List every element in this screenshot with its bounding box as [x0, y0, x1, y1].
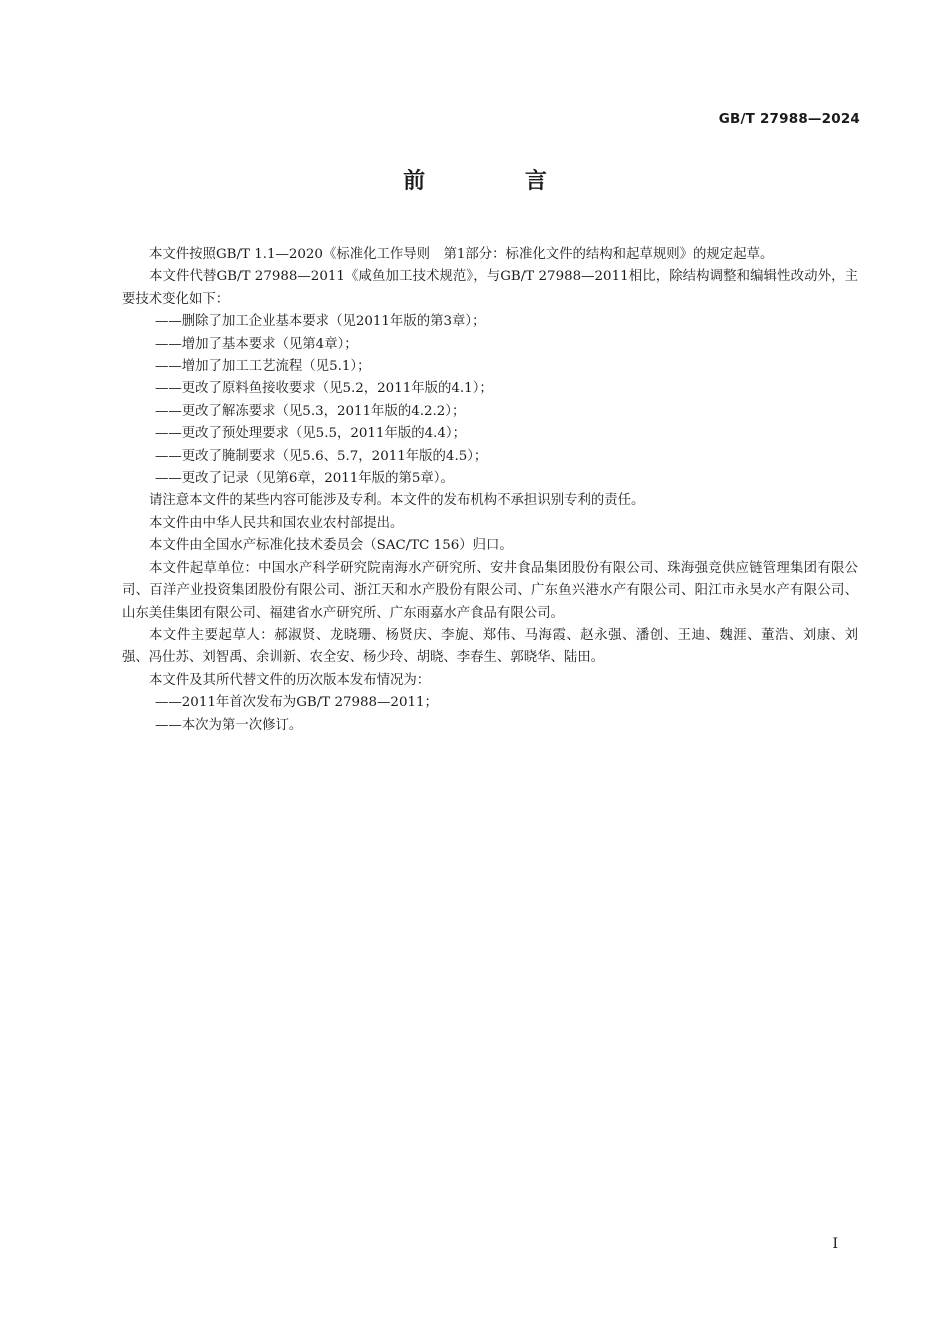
- foreword-body: [122, 244, 858, 737]
- change-item: ——更改了原料鱼接收要求（见5.2，2011年版的4.1）；: [155, 381, 493, 397]
- standard-code: GB/T 27988—2024: [718, 111, 860, 127]
- history-item: ——本次为第一次修订。: [155, 717, 303, 733]
- page-title: 前 言: [403, 169, 593, 194]
- page-number: I: [832, 1236, 838, 1252]
- change-item: ——增加了加工工艺流程（见5.1）；: [155, 359, 371, 375]
- paragraph-committee: 本文件由全国水产标准化技术委员会（SAC/TC 156）归口。: [149, 538, 513, 554]
- change-item: ——更改了记录（见第6章，2011年版的第5章）。: [155, 471, 454, 487]
- paragraph-drafters: 本文件主要起草人：郝淑贤、龙晓珊、杨贤庆、李旎、郑伟、马海霞、赵永强、潘创、王迪、魏涯、董浩、刘康、刘强、冯仕苏、刘智禹、余训新、农全安、杨少玲、胡晓、李春生、郭晓华、陆田。: [122, 627, 858, 666]
- paragraph-drafting-units: 本文件起草单位：中国水产科学研究院南海水产研究所、安井食品集团股份有限公司、珠海强竞供应链管理集团有限公司、百洋产业投资集团股份有限公司、浙江天和水产股份有限公司、广东鱼兴港水产有限公司、阳江市永昊水产有限公司、山东美佳集团有限公司、福建省水产研究所、广东雨嘉水产食品有限公司。: [122, 560, 858, 621]
- history-item: ——2011年首次发布为GB/T 27988—2011；: [155, 695, 438, 711]
- change-item: ——删除了加工企业基本要求（见2011年版的第3章）；: [155, 314, 486, 330]
- paragraph-patent-notice: 请注意本文件的某些内容可能涉及专利。本文件的发布机构不承担识别专利的责任。: [149, 493, 645, 509]
- paragraph-version-history: 本文件及其所代替文件的历次版本发布情况为：: [149, 672, 431, 688]
- change-item: ——更改了腌制要求（见5.6、5.7，2011年版的4.5）；: [155, 448, 488, 464]
- paragraph-replacement: 本文件代替GB/T 27988—2011《咸鱼加工技术规范》，与GB/T 27988—2011相比，除结构调整和编辑性改动外，主要技术变化如下：: [122, 269, 858, 307]
- paragraph-drafting-rules: 本文件按照GB/T 1.1—2020《标准化工作导则 第1部分：标准化文件的结构和起草规则》的规定起草。: [149, 247, 774, 262]
- change-item: ——更改了解冻要求（见5.3，2011年版的4.2.2）；: [155, 403, 466, 419]
- change-item: ——增加了基本要求（见第4章）；: [155, 336, 358, 352]
- paragraph-proposer: 本文件由中华人民共和国农业农村部提出。: [149, 515, 404, 531]
- change-item: ——更改了预处理要求（见5.5，2011年版的4.4）；: [155, 426, 466, 442]
